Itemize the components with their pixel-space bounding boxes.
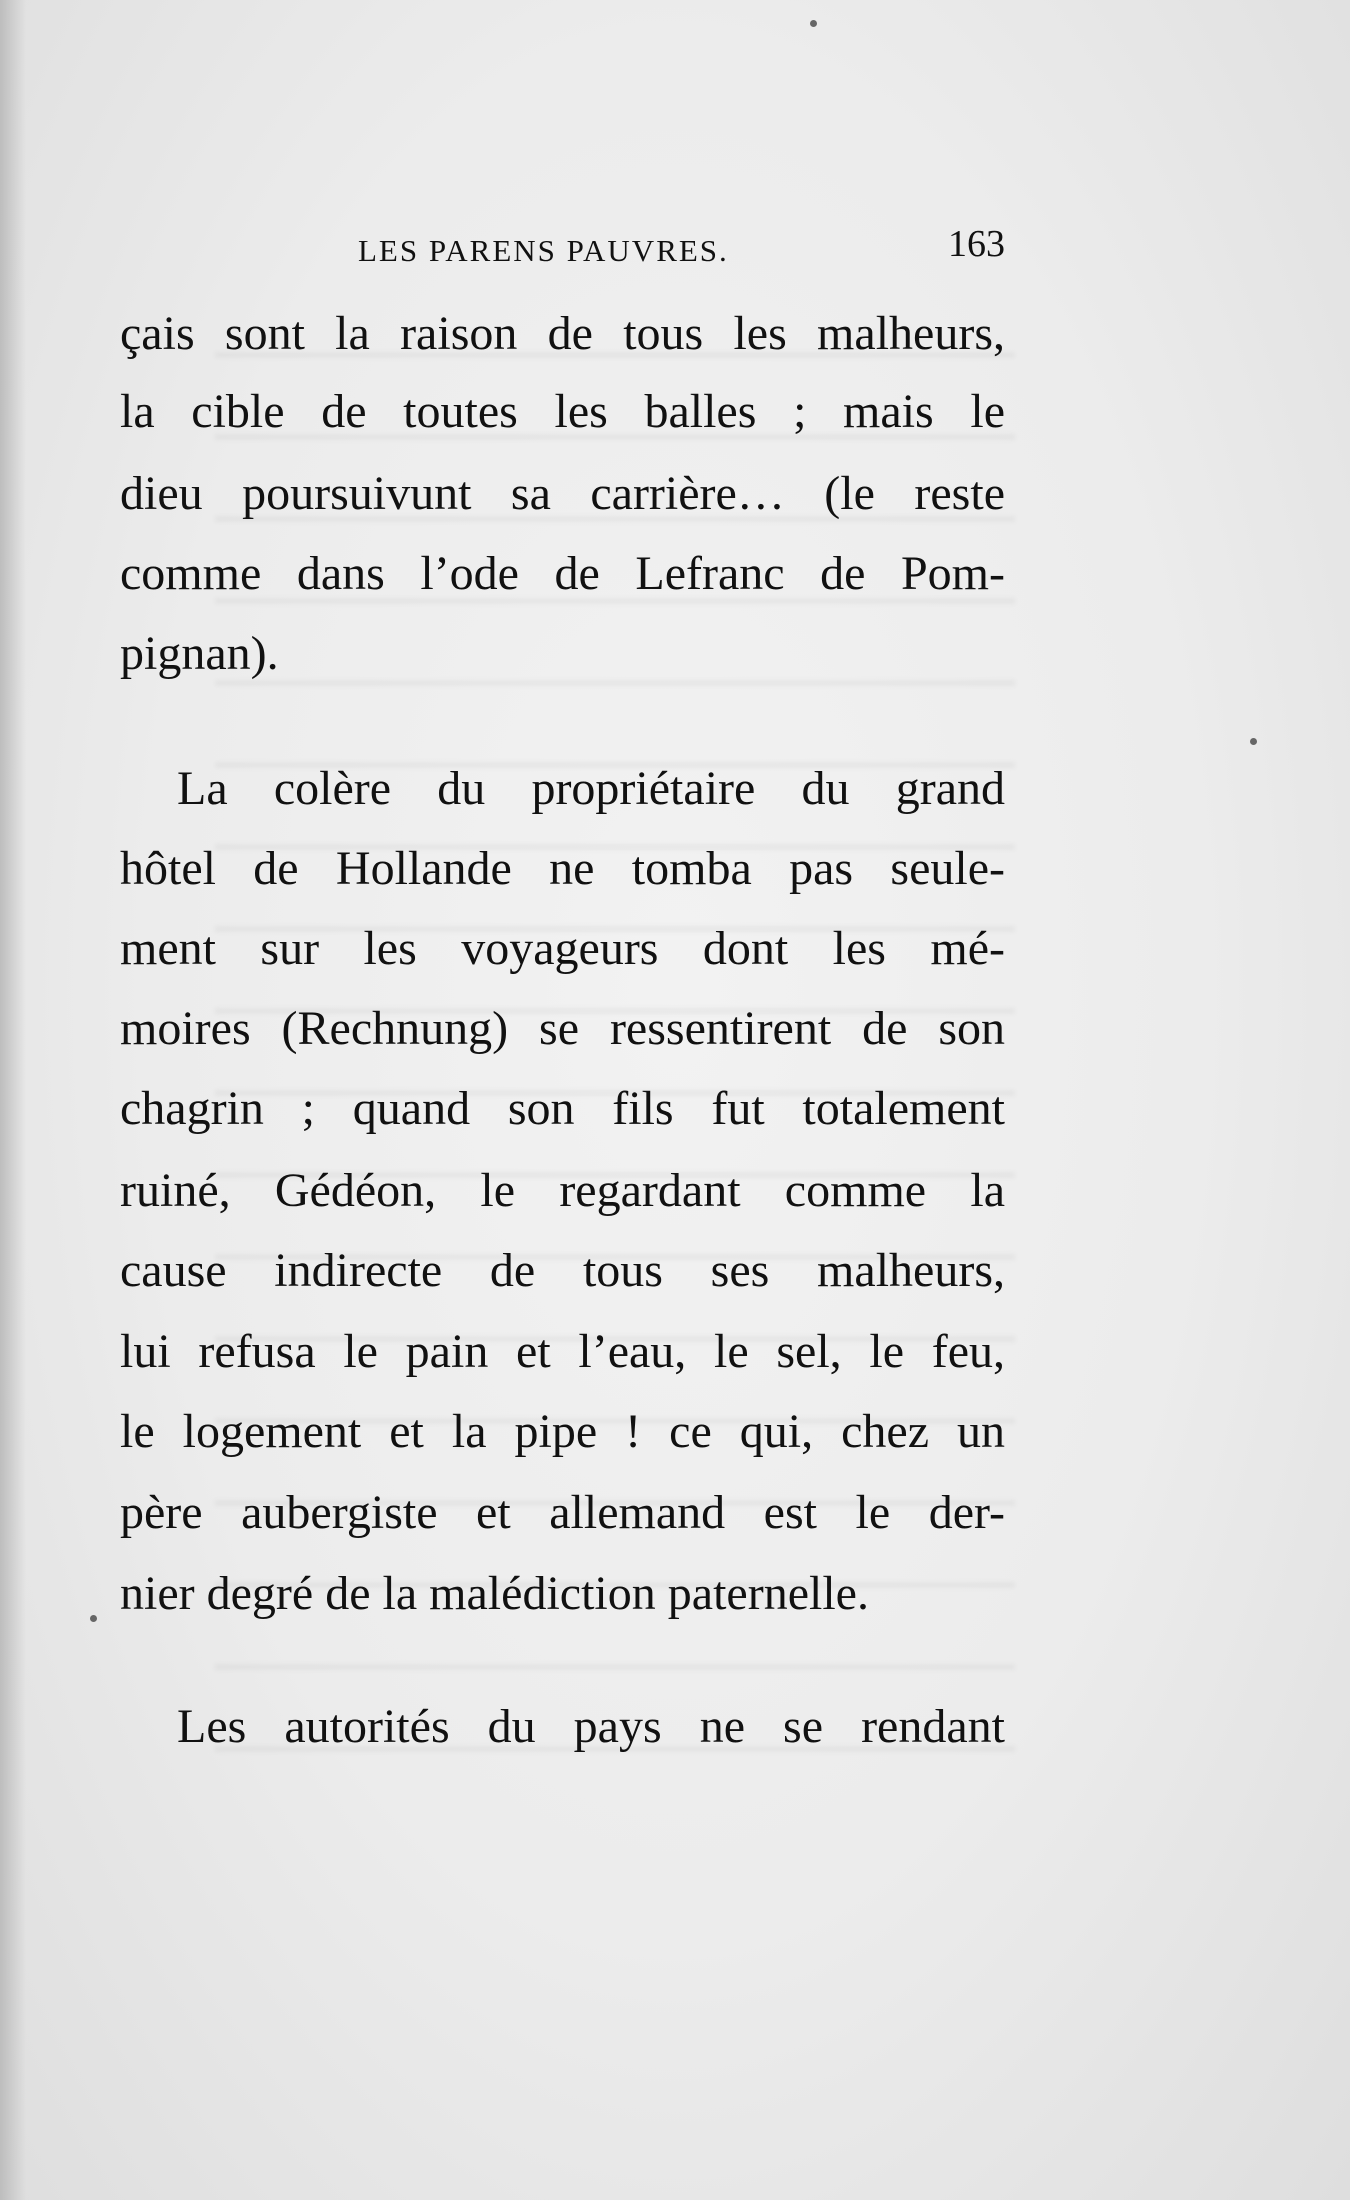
text-line: cause indirecte de tous ses malheurs, — [120, 1244, 1005, 1297]
text-line: lui refusa le pain et l’eau, le sel, le feu, — [120, 1325, 1005, 1378]
text-line: çais sont la raison de tous les malheurs, — [120, 307, 1005, 360]
paper-speck — [90, 1615, 97, 1622]
text-line: le logement et la pipe ! ce qui, chez un — [120, 1405, 1005, 1458]
page-number: 163 — [948, 223, 1005, 265]
text-line: la cible de toutes les balles ; mais le — [120, 385, 1005, 438]
text-line: moires (Rechnung) se ressentirent de son — [120, 1002, 1005, 1055]
text-line: hôtel de Hollande ne tomba pas seule- — [120, 842, 1005, 895]
paragraph-start-line: Les autorités du pays ne se rendant — [177, 1700, 1005, 1753]
text-line: ment sur les voyageurs dont les mé- — [120, 922, 1005, 975]
text-line: ruiné, Gédéon, le regardant comme la — [120, 1164, 1005, 1217]
paragraph-start-line: La colère du propriétaire du grand — [177, 762, 1005, 815]
text-line: comme dans l’ode de Lefranc de Pom- — [120, 547, 1005, 600]
running-head: LES PARENS PAUVRES. — [358, 233, 729, 268]
page-gutter-shadow — [0, 0, 26, 2200]
text-line: père aubergiste et allemand est le der- — [120, 1486, 1005, 1539]
text-line: pignan). — [120, 627, 279, 680]
text-line: chagrin ; quand son fils fut totalement — [120, 1082, 1005, 1135]
text-line: nier degré de la malédiction paternelle. — [120, 1567, 869, 1620]
page-header — [120, 222, 1005, 272]
text-line: dieu poursuivunt sa carrière… (le reste — [120, 467, 1005, 520]
paper-speck — [1250, 738, 1257, 745]
paper-speck — [810, 20, 817, 27]
